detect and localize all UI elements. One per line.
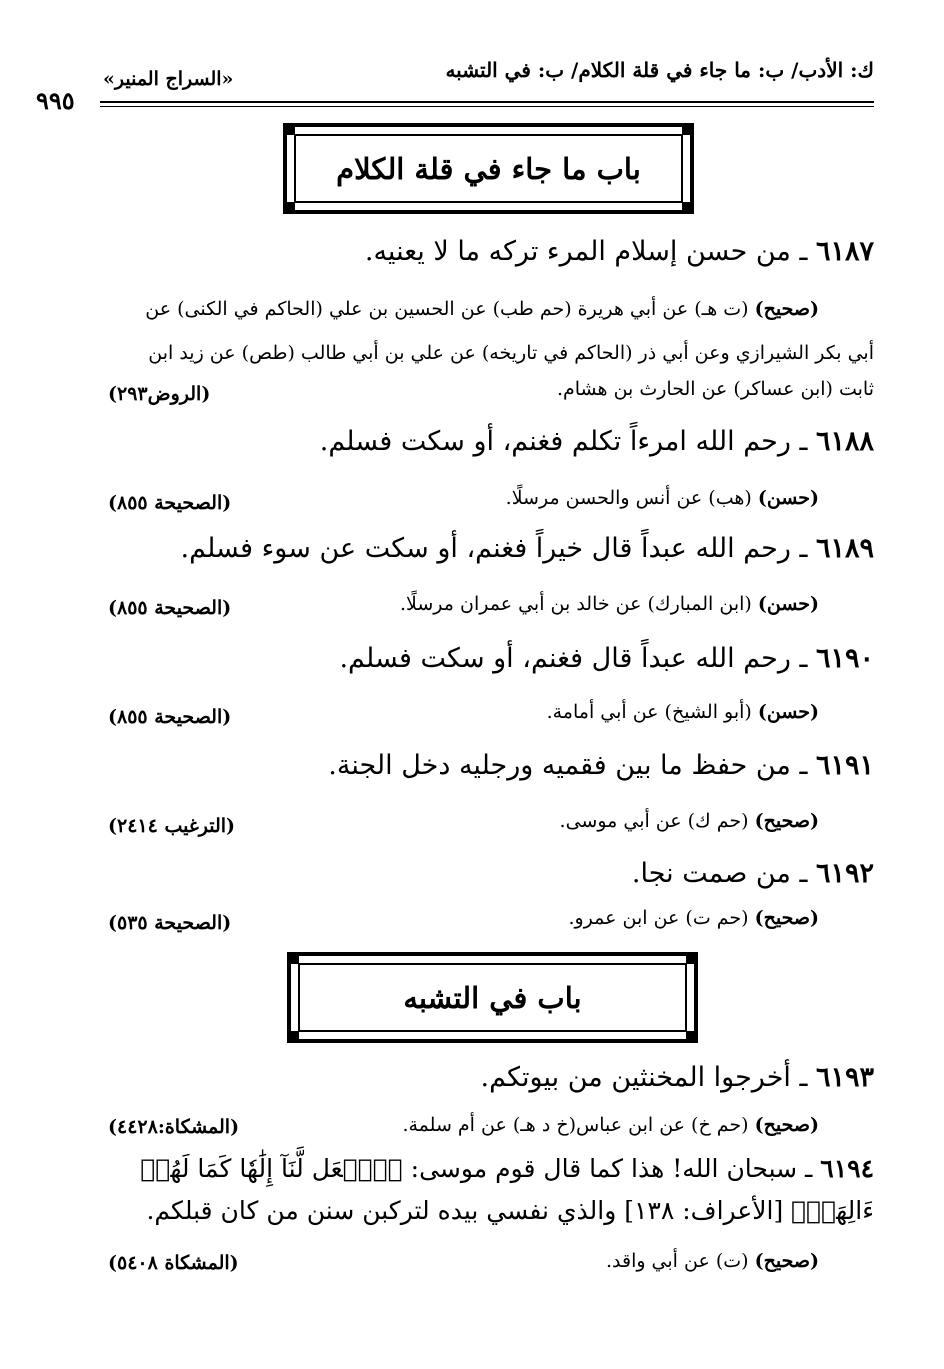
hadith-number: ٦١٩٠ [815,643,874,674]
source-line [400,593,819,615]
hadith-number: ٦١٩٣ [815,1062,874,1093]
chapter-box [287,952,698,1043]
reference: (الصحيحة ٨٥٥) [108,492,232,514]
source-text: (ت) عن أبي واقد. [605,1250,749,1272]
source-text: (أبو الشيخ) عن أبي أمامة. [546,701,752,723]
source-line [402,1114,819,1136]
hadith-text: ـ من حسن إسلام المرء تركه ما لا يعنيه. [364,236,808,267]
reference: (الصحيحة ٨٥٥) [108,706,232,728]
hadith-text: ـ من صمت نجا. [631,858,808,889]
source-line [606,1250,819,1272]
hadith-6193 [481,1064,874,1091]
reference: (الروض٢٩٣) [108,383,211,405]
grade: (صحيح) [754,810,819,832]
reference: (المشكاة:٤٤٢٨) [108,1116,240,1138]
source-text: (حم ت) عن ابن عمرو. [568,907,749,929]
hadith-text: ـ أخرجوا المخنثين من بيوتكم. [480,1062,808,1093]
reference: (الترغيب ٢٤١٤) [108,815,236,837]
source-text: (هب) عن أنس والحسن مرسلًا. [505,487,752,509]
hadith-text: ـ رحم الله عبداً قال فغنم، أو سكت فسلم. [339,643,808,674]
hadith-number: ٦١٨٨ [815,426,874,457]
grade: (صحيح) [754,907,819,929]
hadith-6194 [140,1156,874,1181]
grade: (صحيح) [754,1114,819,1136]
hadith-number: ٦١٩٢ [815,858,874,889]
source-text: (حم ك) عن أبي موسى. [559,810,749,832]
source-line [568,907,819,929]
grade: (حسن) [757,593,819,615]
reference: (الصحيحة ٨٥٥) [108,597,232,619]
source-text: (حم خ) عن ابن عباس(خ د هـ) عن أم سلمة. [402,1114,749,1136]
grade: (صحيح) [754,1250,819,1272]
hadith-6191 [328,752,874,779]
reference: (الصحيحة ٥٣٥) [108,912,232,934]
chapter-title: باب ما جاء في قلة الكلام [336,151,641,186]
hadith-text-continued: ءَالِهَةٞ﴾ [الأعراف: ١٣٨] والذي نفسي بيده لتركبن سنن من كان قبلكم. [146,1196,874,1225]
header-rule [100,101,874,103]
hadith-text: ـ سبحان الله! هذا كما قال قوم موسى: ﴿ٱجۡعَل لَّنَآ إِلَٰهٗا كَمَا لَهُمۡ [140,1154,813,1183]
source-text: (ت هـ) عن أبي هريرة (حم طب) عن الحسين بن علي (الحاكم في الكنى) عن [145,298,749,320]
hadith-number: ٦١٨٩ [815,533,874,564]
hadith-number: ٦١٩٤ [820,1154,874,1183]
hadith-text: ـ رحم الله عبداً قال خيراً فغنم، أو سكت عن سوء فسلم. [180,533,808,564]
header-rule-thin [100,106,874,107]
book-title: «السراج المنير» [103,68,234,90]
hadith-text: ـ رحم الله امرءاً تكلم فغنم، أو سكت فسلم. [319,426,808,457]
source-line [506,487,819,509]
takhrij-line [145,298,819,320]
hadith-6190 [339,645,874,672]
reference: (المشكاة ٥٤٠٨) [108,1252,239,1274]
grade: (حسن) [757,701,819,723]
source-text: (ابن المبارك) عن خالد بن أبي عمران مرسلًا. [400,593,752,615]
source-line [547,701,819,723]
hadith-6192 [632,860,874,887]
running-title: ك: الأدب/ ب: ما جاء في قلة الكلام/ ب: في التشبه [445,58,874,82]
hadith-number: ٦١٩١ [815,750,874,781]
page-number: ٩٩٥ [36,86,75,115]
hadith-6189 [181,535,874,562]
hadith-6188 [320,428,874,455]
takhrij-line: أبي بكر الشيرازي وعن أبي ذر (الحاكم في تاريخه) عن علي بن أبي طالب (طص) عن زيد ابن [148,342,874,364]
takhrij-line: ثابت (ابن عساكر) عن الحارث بن هشام. [556,378,874,400]
hadith-number: ٦١٨٧ [815,236,874,267]
grade: (صحيح) [754,298,819,320]
chapter-box [283,123,694,214]
hadith-6187 [365,238,874,265]
hadith-text: ـ من حفظ ما بين فقميه ورجليه دخل الجنة. [328,750,808,781]
source-line [560,810,819,832]
grade: (حسن) [757,487,819,509]
chapter-title: باب في التشبه [403,980,582,1015]
